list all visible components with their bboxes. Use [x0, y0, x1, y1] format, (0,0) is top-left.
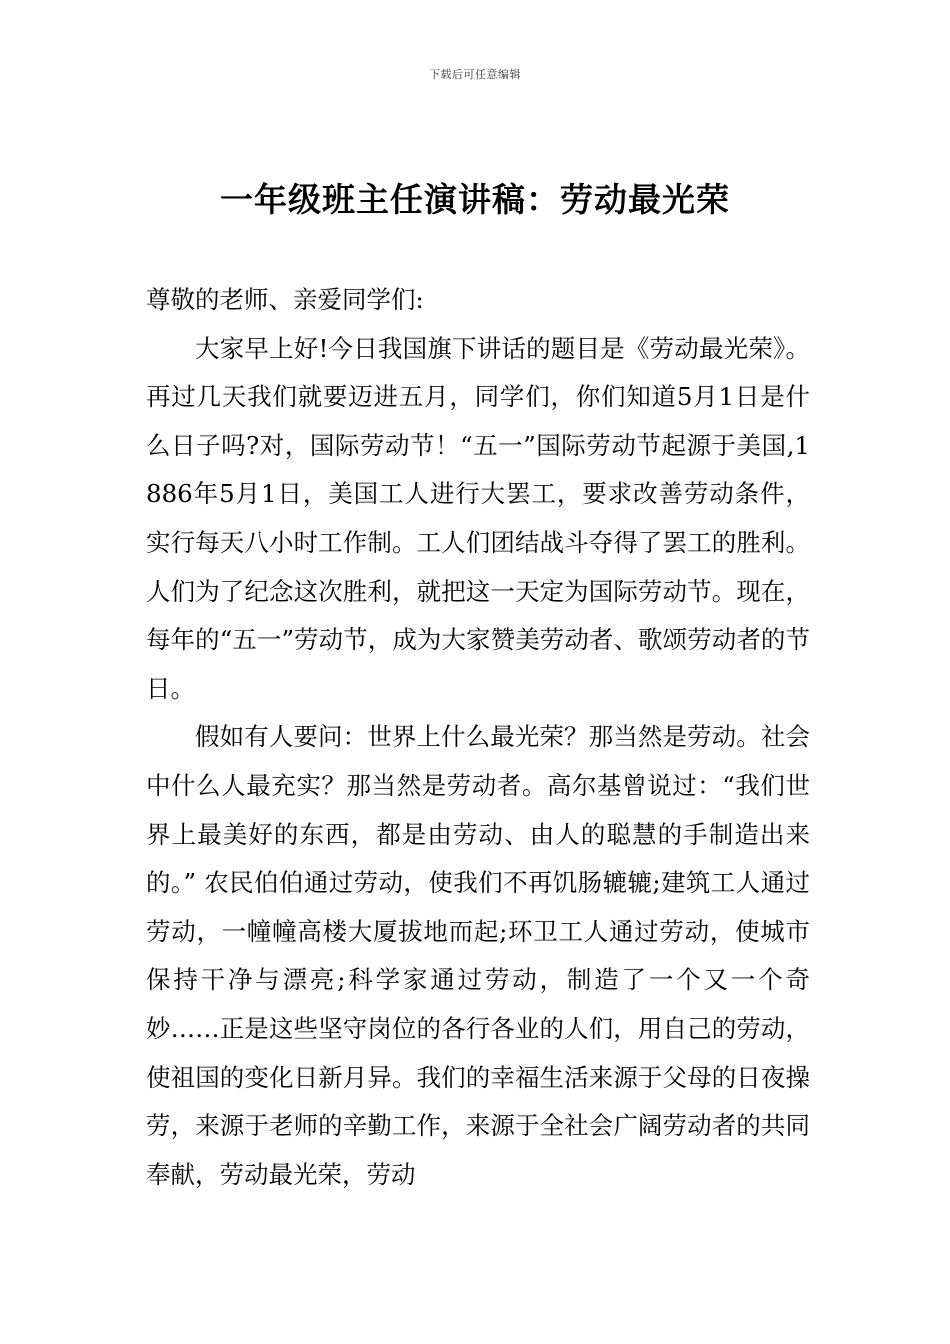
page-title: 一年级班主任演讲稿：劳动最光荣 [220, 180, 730, 219]
document-body [146, 276, 810, 1199]
paragraph-1: 大家早上好!今日我国旗下讲话的题目是《劳动最光荣》。再过几天我们就要迈进五月，同学们，你们知道5月1日是什么日子吗?对，国际劳动节！“五一”国际劳动节起源于美国,1886年5月1日，美国工人进行大罢工，要求改善劳动条件，实行每天八小时工作制。工人们团结战斗夺得了罢工的胜利。人们为了纪念这次胜利，就把这一天定为国际劳动节。现在，每年的“五一”劳动节，成为大家赞美劳动者、歌颂劳动者的节日。 [146, 333, 810, 703]
header-note: 下载后可任意编辑 [429, 68, 521, 81]
salutation: 尊敬的老师、亲爱同学们: [146, 285, 424, 314]
paragraph-2: 假如有人要问：世界上什么最光荣？那当然是劳动。社会中什么人最充实？那当然是劳动者。高尔基曾说过：“我们世界上最美好的东西，都是由劳动、由人的聪慧的手制造出来的。” 农民伯伯通过劳动，使我们不再饥肠辘辘;建筑工人通过劳动，一幢幢高楼大厦拔地而起;环卫工人通过劳动，使城市保持干净与漂亮;科学家通过劳动，制造了一个又一个奇妙……正是这些坚守岗位的各行各业的人们，用自己的劳动，使祖国的变化日新月异。我们的幸福生活来源于父母的日夜操劳，来源于老师的辛勤工作，来源于全社会广阔劳动者的共同奉献，劳动最光荣，劳动 [146, 722, 810, 1189]
